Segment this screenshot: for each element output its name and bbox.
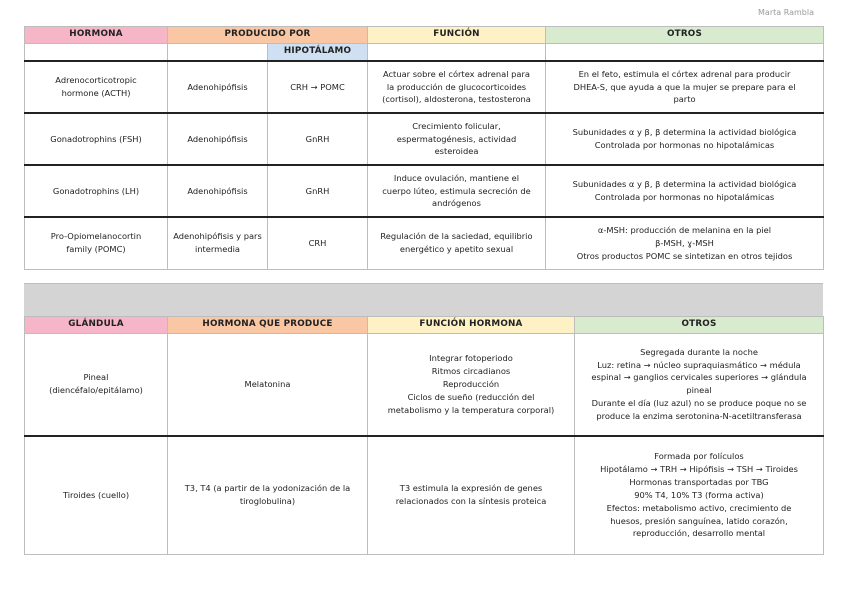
hormona-cell xyxy=(25,217,168,269)
producido-cell: Adenohipófisis xyxy=(168,165,268,217)
table-row xyxy=(25,334,824,436)
cell-line: Ciclos de sueño (reducción del xyxy=(407,391,535,402)
subheader-empty xyxy=(546,44,824,62)
header-funcion: FUNCIÓN xyxy=(368,27,546,44)
glandula-cell xyxy=(25,436,168,555)
cell-line: α-MSH: producción de melanina en la piel xyxy=(597,224,772,235)
otros-cell xyxy=(546,61,824,113)
cell-line: Induce ovulación, mantiene el xyxy=(393,172,520,183)
funcion-cell xyxy=(368,61,546,113)
funcion-cell xyxy=(368,165,546,217)
cell-line: Ritmos circadianos xyxy=(431,365,511,376)
cell-line: energético y apetito sexual xyxy=(399,244,514,255)
cell-line: huesos, presión sanguínea, latido corazón, xyxy=(610,515,788,526)
cell-line: pineal xyxy=(686,385,712,396)
otros-cell xyxy=(546,165,824,217)
hormona-cell xyxy=(25,61,168,113)
cell-line: Luz: retina → núcleo supraquiasmático → médula xyxy=(597,359,801,370)
table-separator xyxy=(24,283,823,318)
header-hipotalamo: HIPOTÁLAMO xyxy=(268,44,368,62)
subheader-empty xyxy=(25,44,168,62)
cell-line: Durante el día (luz azul) no se produce poque no se xyxy=(591,398,807,409)
glandula-cell xyxy=(25,334,168,436)
cell-line: hormone (ACTH) xyxy=(61,88,131,98)
cell-line: espinal → ganglios cervicales superiores → glándula xyxy=(591,372,807,383)
cell-line: Subunidades α y β, β determina la actividad biológica xyxy=(572,127,797,138)
cell-line: Controlada por hormonas no hipotalámicas xyxy=(594,140,775,150)
cell-line: reproducción, desarrollo mental xyxy=(632,528,766,539)
hormona-cell: Melatonina xyxy=(168,334,368,436)
table-row xyxy=(25,436,824,555)
cell-line: Gonadotrophins (FSH) xyxy=(50,133,142,144)
funcion-cell xyxy=(368,217,546,269)
table-row xyxy=(25,61,824,113)
table-row xyxy=(25,165,824,217)
otros-cell xyxy=(546,113,824,165)
header-hormona-produce: HORMONA QUE PRODUCE xyxy=(168,317,368,334)
cell-line: la producción de glucocorticoides xyxy=(386,81,527,92)
cell-line: β-MSH, ɣ-MSH xyxy=(655,237,714,248)
producido-cell: Adenohipófisis y pars intermedia xyxy=(168,217,268,269)
cell-line: (diencéfalo/epitálamo) xyxy=(49,385,143,396)
cell-line: andrógenos xyxy=(432,198,481,209)
cell-line: Gonadotrophins (LH) xyxy=(52,185,140,196)
table2-header-row xyxy=(25,317,824,334)
cell-line: espermatogénesis, actividad xyxy=(396,133,517,144)
hipotalamo-cell: GnRH xyxy=(268,113,368,165)
cell-line: (cortisol), aldosterona, testosterona xyxy=(382,94,531,105)
header-otros: OTROS xyxy=(546,27,824,44)
otros-cell xyxy=(575,334,824,436)
table1-subheader-row xyxy=(25,44,824,62)
hormona-cell xyxy=(25,113,168,165)
cell-line: Segregada durante la noche xyxy=(640,346,758,357)
cell-line: Pineal xyxy=(83,372,109,383)
hormona-cell: T3, T4 (a partir de la yodonización de la tiroglobulina) xyxy=(168,436,368,555)
funcion-cell xyxy=(368,113,546,165)
hipotalamo-cell: CRH xyxy=(268,217,368,269)
glands-table xyxy=(24,316,824,555)
cell-line: Controlada por hormonas no hipotalámicas xyxy=(594,192,775,202)
cell-line: Regulación de la saciedad, equilibrio xyxy=(380,231,533,242)
header-hormona: HORMONA xyxy=(25,27,168,44)
cell-line: family (POMC) xyxy=(66,244,126,255)
hipotalamo-cell: CRH → POMC xyxy=(268,61,368,113)
cell-line: Subunidades α y β, β determina la actividad biológica xyxy=(572,179,797,190)
cell-line: Otros productos POMC se sintetizan en otros tejidos xyxy=(576,250,793,261)
cell-line: esteroidea xyxy=(434,146,479,157)
cell-line: DHEA-S, que ayuda a que la mujer se prepare para el xyxy=(573,81,796,92)
cell-line: Integrar fotoperiodo xyxy=(429,353,513,364)
cell-line: Efectos: metabolismo activo, crecimiento de xyxy=(606,502,792,513)
cell-line: Formada por folículos xyxy=(654,451,744,462)
header-producido-por: PRODUCIDO POR xyxy=(168,27,368,44)
cell-line: Hormonas transportadas por TBG xyxy=(629,476,769,487)
producido-cell: Adenohipófisis xyxy=(168,61,268,113)
cell-line: 90% T4, 10% T3 (forma activa) xyxy=(634,489,764,500)
otros-cell xyxy=(575,436,824,555)
cell-line: cuerpo lúteo, estimula secreción de xyxy=(382,185,531,196)
table1-header-row xyxy=(25,27,824,44)
cell-line: produce la enzima serotonina-N-acetiltransferasa xyxy=(596,410,802,421)
cell-line: Adrenocorticotropic xyxy=(55,75,137,86)
cell-line: Tiroides (cuello) xyxy=(62,489,130,500)
cell-line: relacionados con la síntesis proteica xyxy=(395,496,547,507)
cell-line: T3 estimula la expresión de genes xyxy=(399,483,543,494)
hipotalamo-cell: GnRH xyxy=(268,165,368,217)
table-row xyxy=(25,113,824,165)
header-otros: OTROS xyxy=(575,317,824,334)
cell-line: En el feto, estimula el córtex adrenal para producir xyxy=(578,68,791,79)
producido-cell: Adenohipófisis xyxy=(168,113,268,165)
hormones-table xyxy=(24,26,824,270)
cell-line: metabolismo y la temperatura corporal) xyxy=(387,404,555,415)
funcion-cell xyxy=(368,436,575,555)
cell-line: Reproducción xyxy=(442,378,500,389)
cell-line: parto xyxy=(673,94,696,105)
subheader-empty xyxy=(168,44,268,62)
table-row xyxy=(25,217,824,269)
cell-line: Pro-Opiomelanocortin xyxy=(50,231,142,242)
header-funcion-hormona: FUNCIÓN HORMONA xyxy=(368,317,575,334)
subheader-empty xyxy=(368,44,546,62)
header-glandula: GLÁNDULA xyxy=(25,317,168,334)
cell-line: Actuar sobre el córtex adrenal para xyxy=(382,68,531,79)
cell-line: Crecimiento folicular, xyxy=(412,120,501,131)
author-name: Marta Rambla xyxy=(758,8,814,17)
cell-line: Hipotálamo → TRH → Hipófisis → TSH → Tiroides xyxy=(600,464,798,475)
hormona-cell xyxy=(25,165,168,217)
funcion-cell xyxy=(368,334,575,436)
otros-cell xyxy=(546,217,824,269)
